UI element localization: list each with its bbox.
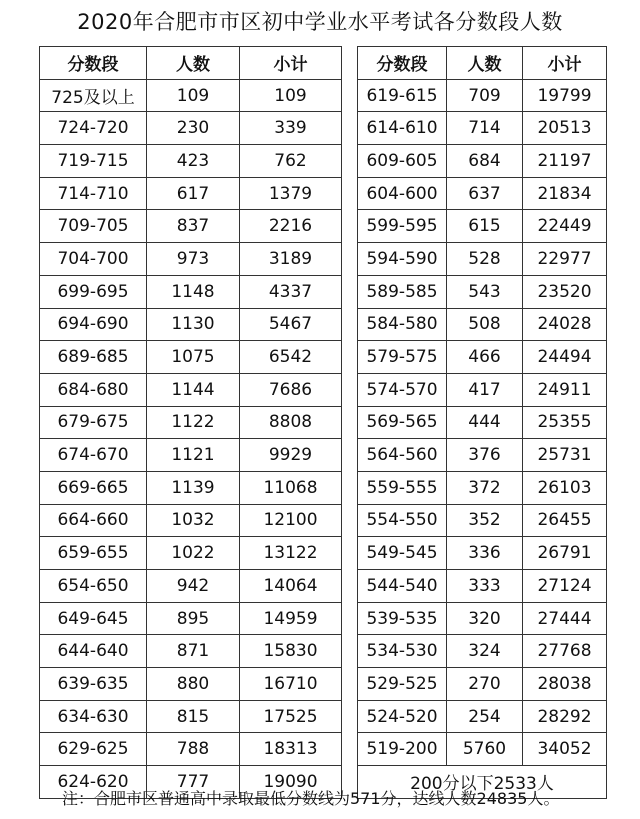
cell-count: 376 [447, 439, 523, 472]
cell-count: 684 [447, 145, 523, 178]
table-row [358, 602, 607, 635]
table-row [40, 112, 342, 145]
cell-count: 5760 [447, 733, 523, 766]
cell-count: 508 [447, 308, 523, 341]
cell-score-range: 594-590 [358, 243, 447, 276]
cell-score-range: 684-680 [40, 373, 147, 406]
cell-score-range: 659-655 [40, 537, 147, 570]
cell-count: 1130 [147, 308, 240, 341]
score-table-right [357, 46, 607, 799]
cell-subtotal: 17525 [240, 700, 342, 733]
cell-subtotal: 1379 [240, 177, 342, 210]
cell-subtotal: 19090 [240, 766, 342, 799]
cell-subtotal: 34052 [523, 733, 607, 766]
cell-score-range: 554-550 [358, 504, 447, 537]
cell-score-range: 654-650 [40, 570, 147, 603]
cell-subtotal: 8808 [240, 406, 342, 439]
table-row [40, 668, 342, 701]
table-row [358, 243, 607, 276]
cell-count: 1032 [147, 504, 240, 537]
cell-count: 320 [447, 602, 523, 635]
cell-subtotal: 19799 [523, 79, 607, 112]
cell-score-range: 714-710 [40, 177, 147, 210]
cell-score-range: 559-555 [358, 471, 447, 504]
cell-score-range: 679-675 [40, 406, 147, 439]
page-title: 2020年合肥市市区初中学业水平考试各分数段人数 [77, 10, 563, 34]
cell-subtotal: 24028 [523, 308, 607, 341]
table-row [358, 177, 607, 210]
table-row [40, 602, 342, 635]
cell-subtotal: 14959 [240, 602, 342, 635]
cell-score-range: 649-645 [40, 602, 147, 635]
cell-subtotal: 4337 [240, 275, 342, 308]
cell-count: 837 [147, 210, 240, 243]
cell-count: 942 [147, 570, 240, 603]
cell-score-range: 619-615 [358, 79, 447, 112]
cell-score-range: 664-660 [40, 504, 147, 537]
cell-subtotal: 339 [240, 112, 342, 145]
cell-count: 615 [447, 210, 523, 243]
score-table-left [39, 46, 342, 799]
table-row [40, 471, 342, 504]
cell-subtotal: 3189 [240, 243, 342, 276]
cell-subtotal: 27444 [523, 602, 607, 635]
table-row [358, 700, 607, 733]
cell-count: 230 [147, 112, 240, 145]
table-row [358, 439, 607, 472]
table-row [40, 210, 342, 243]
cell-score-range: 609-605 [358, 145, 447, 178]
cell-subtotal: 13122 [240, 537, 342, 570]
table-row [358, 275, 607, 308]
table-row [358, 570, 607, 603]
cell-score-range: 524-520 [358, 700, 447, 733]
cell-score-range: 669-665 [40, 471, 147, 504]
cell-count: 1121 [147, 439, 240, 472]
cell-subtotal: 24494 [523, 341, 607, 374]
cell-subtotal: 21834 [523, 177, 607, 210]
footnote: 注：合肥市区普通高中录取最低分数线为571分，达线人数24835人。 [62, 789, 560, 808]
cell-count: 270 [447, 668, 523, 701]
table-row [358, 308, 607, 341]
cell-subtotal: 28292 [523, 700, 607, 733]
table-row [358, 145, 607, 178]
table-row [40, 635, 342, 668]
cell-score-range: 709-705 [40, 210, 147, 243]
cell-count: 466 [447, 341, 523, 374]
cell-count: 352 [447, 504, 523, 537]
cell-count: 333 [447, 570, 523, 603]
header-score-range: 分数段 [358, 47, 447, 80]
cell-count: 423 [147, 145, 240, 178]
cell-subtotal: 28038 [523, 668, 607, 701]
cell-count: 372 [447, 471, 523, 504]
cell-subtotal: 5467 [240, 308, 342, 341]
cell-subtotal: 26791 [523, 537, 607, 570]
cell-count: 815 [147, 700, 240, 733]
table-row [40, 504, 342, 537]
cell-subtotal: 26103 [523, 471, 607, 504]
table-row [40, 733, 342, 766]
table-row [358, 635, 607, 668]
cell-count: 871 [147, 635, 240, 668]
cell-score-range: 579-575 [358, 341, 447, 374]
cell-count: 336 [447, 537, 523, 570]
table-row [358, 537, 607, 570]
cell-score-range: 534-530 [358, 635, 447, 668]
table-row [40, 570, 342, 603]
cell-score-range: 724-720 [40, 112, 147, 145]
cell-score-range: 614-610 [358, 112, 447, 145]
cell-subtotal: 15830 [240, 635, 342, 668]
cell-count: 637 [447, 177, 523, 210]
cell-subtotal: 22977 [523, 243, 607, 276]
cell-score-range: 639-635 [40, 668, 147, 701]
cell-score-range: 529-525 [358, 668, 447, 701]
cell-count: 880 [147, 668, 240, 701]
table-row [40, 341, 342, 374]
cell-score-range: 564-560 [358, 439, 447, 472]
cell-count: 528 [447, 243, 523, 276]
header-subtotal: 小计 [240, 47, 342, 80]
cell-subtotal: 9929 [240, 439, 342, 472]
cell-subtotal: 25355 [523, 406, 607, 439]
cell-subtotal: 762 [240, 145, 342, 178]
cell-subtotal: 21197 [523, 145, 607, 178]
cell-count: 788 [147, 733, 240, 766]
header-count: 人数 [447, 47, 523, 80]
cell-score-range: 519-200 [358, 733, 447, 766]
table-row [40, 275, 342, 308]
cell-subtotal: 109 [240, 79, 342, 112]
cell-score-range: 569-565 [358, 406, 447, 439]
cell-subtotal: 7686 [240, 373, 342, 406]
cell-count: 973 [147, 243, 240, 276]
cell-count: 254 [447, 700, 523, 733]
table-row [358, 210, 607, 243]
table-header-row [358, 47, 607, 80]
table-row [40, 406, 342, 439]
table-row [358, 471, 607, 504]
cell-subtotal: 25731 [523, 439, 607, 472]
cell-score-range: 539-535 [358, 602, 447, 635]
cell-score-range: 674-670 [40, 439, 147, 472]
cell-score-range: 604-600 [358, 177, 447, 210]
cell-score-range: 689-685 [40, 341, 147, 374]
cell-count: 777 [147, 766, 240, 799]
table-row [40, 79, 342, 112]
cell-count: 895 [147, 602, 240, 635]
table-row [40, 373, 342, 406]
table-row [40, 145, 342, 178]
cell-subtotal: 22449 [523, 210, 607, 243]
cell-score-range: 694-690 [40, 308, 147, 341]
cell-count: 1139 [147, 471, 240, 504]
cell-count: 1122 [147, 406, 240, 439]
cell-count: 617 [147, 177, 240, 210]
cell-count: 1075 [147, 341, 240, 374]
cell-subtotal: 14064 [240, 570, 342, 603]
cell-subtotal: 23520 [523, 275, 607, 308]
cell-score-range: 549-545 [358, 537, 447, 570]
table-row [40, 308, 342, 341]
below-200-summary: 200分以下2533人 [358, 766, 607, 799]
cell-score-range: 629-625 [40, 733, 147, 766]
cell-subtotal: 27124 [523, 570, 607, 603]
table-row [358, 406, 607, 439]
cell-subtotal: 24911 [523, 373, 607, 406]
cell-subtotal: 18313 [240, 733, 342, 766]
table-row [40, 537, 342, 570]
cell-score-range: 699-695 [40, 275, 147, 308]
table-header-row [40, 47, 342, 80]
cell-subtotal: 16710 [240, 668, 342, 701]
header-score-range: 分数段 [40, 47, 147, 80]
cell-subtotal: 11068 [240, 471, 342, 504]
cell-score-range: 584-580 [358, 308, 447, 341]
table-row [358, 373, 607, 406]
header-count: 人数 [147, 47, 240, 80]
cell-count: 709 [447, 79, 523, 112]
cell-score-range: 599-595 [358, 210, 447, 243]
cell-count: 1144 [147, 373, 240, 406]
table-row [358, 79, 607, 112]
cell-score-range: 725及以上 [40, 79, 147, 112]
table-row [358, 112, 607, 145]
cell-score-range: 589-585 [358, 275, 447, 308]
table-row [40, 700, 342, 733]
cell-score-range: 624-620 [40, 766, 147, 799]
table-row [358, 733, 607, 766]
cell-subtotal: 20513 [523, 112, 607, 145]
cell-score-range: 644-640 [40, 635, 147, 668]
cell-count: 417 [447, 373, 523, 406]
table-row [358, 341, 607, 374]
cell-score-range: 544-540 [358, 570, 447, 603]
cell-score-range: 574-570 [358, 373, 447, 406]
cell-subtotal: 12100 [240, 504, 342, 537]
cell-count: 444 [447, 406, 523, 439]
header-subtotal: 小计 [523, 47, 607, 80]
cell-score-range: 719-715 [40, 145, 147, 178]
cell-count: 1148 [147, 275, 240, 308]
cell-count: 109 [147, 79, 240, 112]
cell-count: 1022 [147, 537, 240, 570]
table-row [40, 439, 342, 472]
cell-subtotal: 26455 [523, 504, 607, 537]
cell-count: 324 [447, 635, 523, 668]
table-row [358, 668, 607, 701]
table-row [40, 243, 342, 276]
cell-subtotal: 2216 [240, 210, 342, 243]
cell-count: 543 [447, 275, 523, 308]
cell-subtotal: 6542 [240, 341, 342, 374]
cell-count: 714 [447, 112, 523, 145]
cell-subtotal: 27768 [523, 635, 607, 668]
table-row [40, 177, 342, 210]
cell-score-range: 634-630 [40, 700, 147, 733]
cell-score-range: 704-700 [40, 243, 147, 276]
table-row [358, 504, 607, 537]
